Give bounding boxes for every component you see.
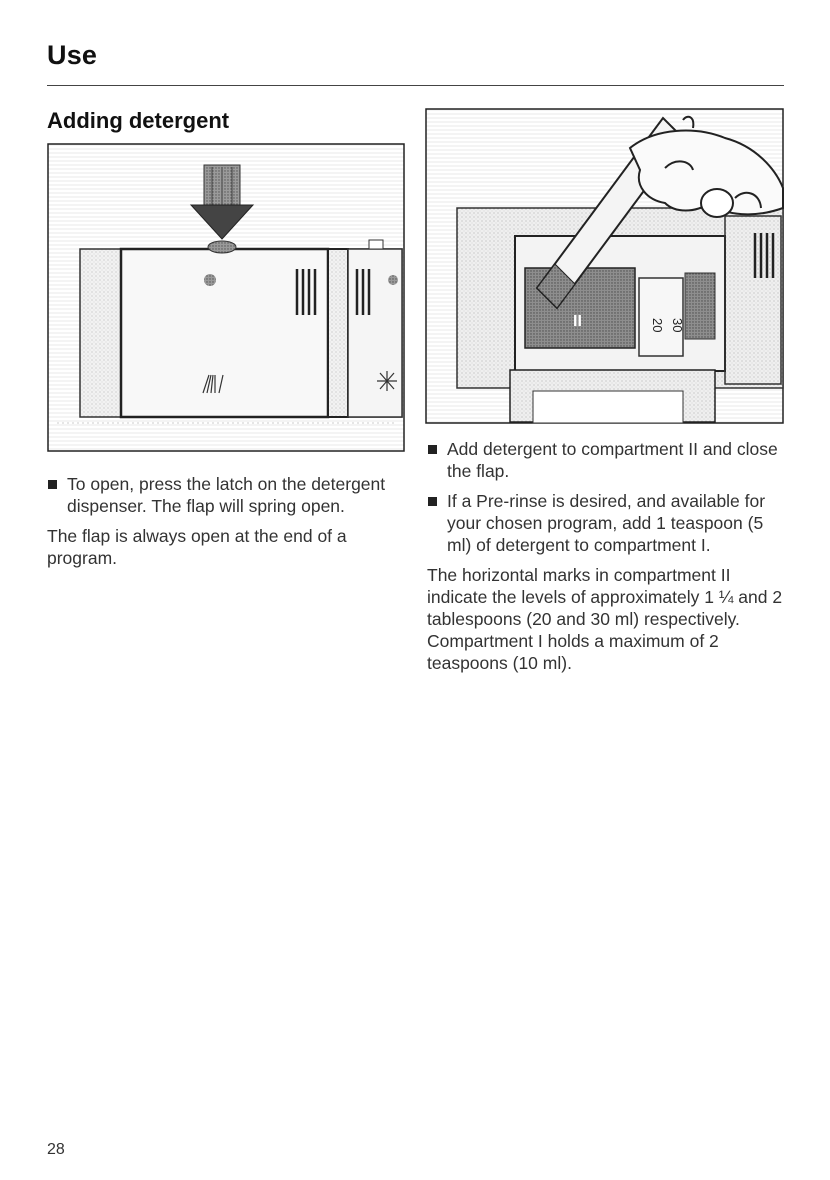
paragraph: The horizontal marks in compartment II indicate the levels of approximately 1 ¼ and 2 tablespoons (20 and 30 ml) respectively. Compartment I holds a maximum of 2 teaspoons (10 ml). [427,565,783,673]
bullet-icon [48,480,57,489]
bullet-text: Add detergent to compartment II and close the flap. [447,439,778,481]
level-30-mark: 30 [670,318,685,333]
list-item [47,473,402,517]
dispenser-latch-illustration [47,143,405,452]
header-divider [47,85,784,86]
subsection-title: Adding detergent [47,108,230,133]
page-number: 28 [47,1141,65,1158]
bullet-text: To open, press the latch on the detergent dispenser. The flap will spring open. [67,474,386,516]
list-item [427,438,787,482]
bullet-icon [428,445,437,454]
compartment-ii-label: II [573,313,582,330]
paragraph: The flap is always open at the end of a program. [47,526,347,568]
adding-detergent-illustration [425,108,784,424]
level-20-mark: 20 [650,318,665,333]
right-column-text [427,438,787,680]
bullet-icon [428,497,437,506]
left-column-text [47,473,402,575]
list-item [427,490,787,556]
bullet-text: If a Pre-rinse is desired, and available for your chosen program, add 1 teaspoon (5 ml) of detergent to compartment I. [447,491,766,555]
section-title: Use [47,40,98,70]
